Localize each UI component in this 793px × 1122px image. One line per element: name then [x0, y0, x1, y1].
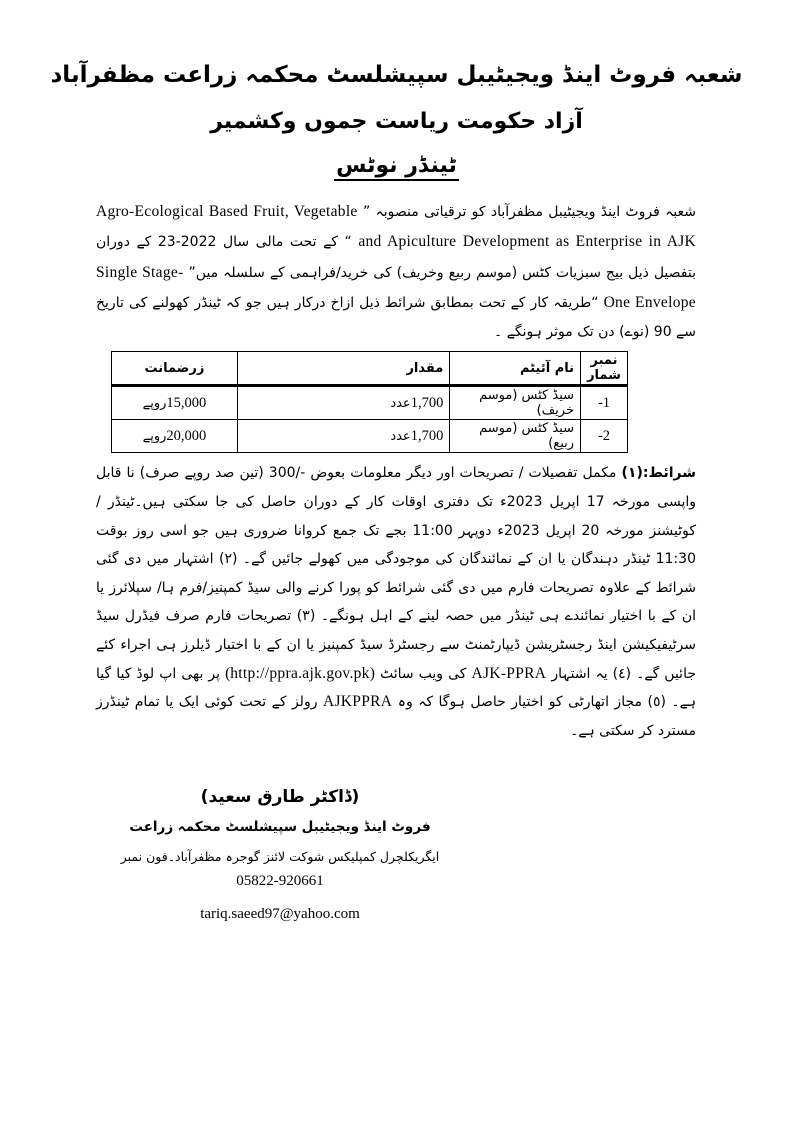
department-heading: شعبہ فروٹ اینڈ ویجیٹیبل سپیشلسٹ محکمہ زراعت مظفرآباد — [50, 62, 743, 88]
row-security — [112, 420, 238, 453]
row-item: سیڈ کٹس (موسم خریف) — [450, 386, 581, 420]
intro-text-2: “ کے تحت مالی سال 2022-23 کے دوران بتفصیل ذیل بیج سبزیات کٹس (موسم ربیع وخریف) کی خرید/فراہمی کے سلسلہ میں” — [96, 234, 696, 281]
condition-5-text-a: (٥) مجاز اتھارٹی کو اختیار حاصل ہوگا کہ وہ — [397, 694, 666, 711]
row-security-value: 20,000 — [166, 427, 207, 444]
project-name-en-2: Development as Enterprise in AJK — [462, 233, 697, 251]
intro-text-1: شعبہ فروٹ اینڈ ویجیٹیبل مظفرآباد کو ترقیاتی منصوبہ ” — [362, 204, 697, 220]
ppra-website-link[interactable]: (http://ppra.ajk.gov.pk) — [225, 664, 375, 682]
conditions-label: شرائط:(١) — [621, 465, 696, 482]
row-quantity-unit: عدد — [390, 395, 411, 411]
condition-4-text-c: پر بھی اپ لوڈ کیا گیا ہے۔ — [96, 665, 697, 711]
condition-4-text-a: (٤) یہ اشتہار — [551, 665, 632, 682]
method-name-en: Single Stage-One Envelope — [96, 263, 696, 311]
condition-4-ppra: AJK-PPRA — [471, 664, 547, 682]
row-quantity — [237, 386, 449, 420]
notice-title-text: ٹینڈر نوٹس — [334, 153, 459, 181]
row-quantity-value: 1,700 — [410, 427, 444, 444]
table-header-row — [112, 352, 628, 386]
row-serial-value: -2 — [597, 427, 611, 444]
row-quantity-value: 1,700 — [410, 394, 444, 411]
contact-email[interactable]: tariq.saeed97@yahoo.com — [200, 906, 360, 923]
phone-number: 05822-920661 — [236, 873, 324, 890]
intro-text-3: “طریقہ کار کے تحت بمطابق شرائط ذیل ازاخ درکار ہیں جو کہ ٹینڈر کھولنے کی تاریخ سے 90 (نوے) دن تک موثر ہونگے ۔ — [96, 294, 696, 341]
header-item: نام آئیٹم — [450, 352, 581, 386]
condition-5-ppra: AJKPPRA — [322, 693, 393, 711]
notice-title — [0, 150, 793, 182]
condition-4-text-b: کی ویب سائٹ — [379, 665, 467, 682]
row-security-value: 15,000 — [166, 394, 207, 411]
header-security: زرضمانت — [112, 352, 238, 386]
table-row — [112, 420, 628, 453]
header-serial: نمبر شمار — [581, 352, 628, 386]
row-item: سیڈ کٹس (موسم ربیع) — [450, 420, 581, 453]
tender-items-table — [111, 351, 628, 453]
table-row — [112, 386, 628, 420]
row-quantity-unit: عدد — [390, 428, 411, 444]
condition-5-text-b: رولز کے تحت کوئی ایک یا تمام ٹینڈرز مسترد کر سکتی ہے۔ — [96, 694, 696, 739]
condition-1: مکمل تفصیلات / تصریحات اور دیگر معلومات بعوض -/300 (تین صد روپے صرف) نا قابل واپسی مورخہ 17 اپریل 2023ء تک دفتری اوقات کار کے دوران حاصل کی جا سکتی ہیں۔ٹینڈر / کوٹیشنز مورخہ 20 اپریل 2023ء دوپہر 11:00 بجے تک جمع کروانا ضروری ہیں جو اسی روز بوقت 11:30 ٹینڈر دہندگان یا ان کے نمائندگان کی موجودگی میں کھولے جائیں گے۔ — [96, 465, 696, 568]
row-security-unit: روپے — [142, 428, 167, 444]
row-serial — [581, 386, 628, 420]
address-text: ایگریکلچرل کمپلیکس شوکت لائنز گوجرہ مظفرآباد۔فون نمبر — [120, 849, 440, 865]
row-security — [112, 386, 238, 420]
header-quantity: مقدار — [237, 352, 449, 386]
intro-paragraph — [96, 197, 696, 347]
signatory-address — [100, 845, 460, 893]
row-security-unit: روپے — [142, 395, 167, 411]
conditions-paragraph — [96, 459, 696, 745]
government-heading: آزاد حکومت ریاست جموں وکشمیر — [210, 109, 583, 134]
condition-3: (٣) تصریحات فارم صرف فیڈرل سیڈ سرٹیفیکیشن اینڈ رجسٹریشن ڈیپارٹمنٹ سے رجسٹرڈ سیڈ کمپنیز یا ان کے با اختیار ڈیلرز ہی اجراء کئے جائیں گے۔ — [96, 608, 696, 682]
signature-block — [100, 783, 460, 965]
row-serial-value: -1 — [597, 394, 611, 411]
signatory-name: (ڈاکٹر طارق سعید) — [200, 787, 360, 808]
row-quantity — [237, 420, 449, 453]
row-serial — [581, 420, 628, 453]
signatory-title: فروٹ اینڈ ویجیٹیبل سپیشلسٹ محکمہ زراعت — [129, 819, 431, 836]
project-name-en: Agro-Ecological Based Fruit, Vegetable and Apiculture — [96, 203, 457, 251]
condition-2: (٢) اشتہار میں دی گئی شرائط کے علاوہ تصریحات فارم میں دی گئی شرائط کو پورا کرنے والی سیڈ کمپنیز/فرم ہا/ سپلائرز یا ان کے با اختیار نمائندے ہی ٹینڈر میں حصہ لینے کے اہل ہونگے۔ — [96, 551, 696, 625]
